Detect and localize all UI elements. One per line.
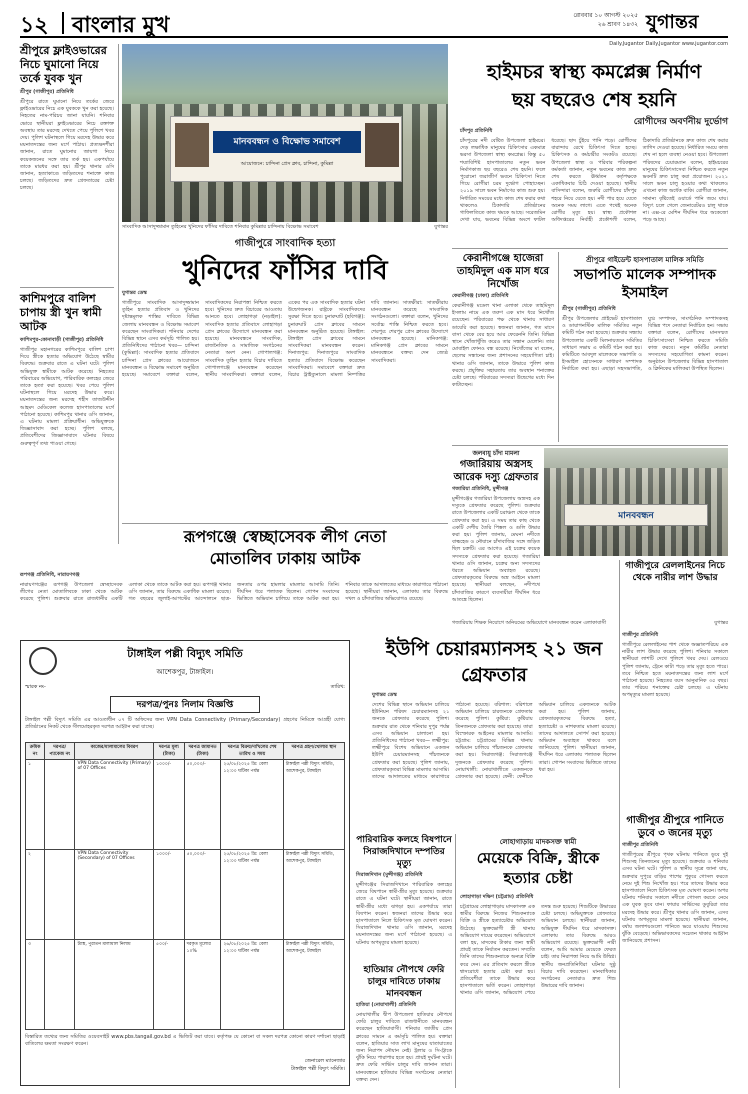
- lead-kicker: রোগীদের অবর্ণনীয় দুর্ভোগ: [633, 117, 728, 127]
- byline: চাঁদপুর প্রতিনিধি: [460, 128, 493, 134]
- cell: VPN Data Connectivity (Primary) of 07 Offices: [75, 760, 154, 850]
- social-handles: Daily.Jugantor Daily.Jugantor www.jugantor.com: [609, 41, 728, 47]
- masthead: [20, 8, 728, 38]
- col-place: দরপত্র গ্রহণ/খোলার স্থান: [283, 743, 344, 760]
- portrait-left: [175, 123, 209, 167]
- column-rule: [455, 834, 456, 1088]
- tender-notice: [20, 640, 350, 1086]
- tender-signer-org: টাঙ্গাইল পল্লী বিদ্যুৎ সমিতি।: [291, 1066, 345, 1072]
- cell: [45, 940, 75, 1030]
- story-body: গাজীপুরে সাংবাদিক আসাদুজ্জামান তুহিন হত্যার প্রতিবাদ ও খুনিদের দৃষ্টান্তমূলক শাস্তির দাবিতে বিভিন্ন জেলায় মানববন্ধন ও বিক্ষোভ সমাবেশ করেছেন সাংবাদিকরা। শনিবার দেশের বিভিন্ন স্থানে এসব কর্মসূচি পালিত হয়। প্রতিনিধিদের পাঠানো খবর— চান্দিনা (কুমিল্লা): সাংবাদিক হত্যার প্রতিবাদে চান্দিনা প্রেস ক্লাবের আয়োজনে মানববন্ধন ও বিক্ষোভ সমাবেশ অনুষ্ঠিত হয়েছে। সমাবেশে বক্তারা বলেন, সাংবাদিকদের নিরাপত্তা নিশ্চিত করতে হবে। খুনিদের দ্রুত বিচারের আওতায় আনতে হবে। লোহাগড়া (নড়াইল): সাংবাদিক হত্যার প্রতিবাদে লোহাগড়া প্রেস ক্লাবের উদ্যোগে মানববন্ধন করা হয়েছে। মানববন্ধনে সাংবাদিক, রাজনৈতিক ও সামাজিক সংগঠনের নেতারা অংশ নেন। গোপালগঞ্জ: সাংবাদিক তুহিন হত্যার বিচার দাবিতে গোপালগঞ্জে মানববন্ধন করেছেন স্থানীয় সাংবাদিকরা। বক্তারা বলেন, একের পর এক সাংবাদিক হত্যার ঘটনা উদ্বেগজনক। রাষ্ট্রকে সাংবাদিকদের সুরক্ষা দিতে হবে। চুনারুঘাট (হবিগঞ্জ): চুনারুঘাট প্রেস ক্লাবের সামনে মানববন্ধন অনুষ্ঠিত হয়েছে। টাঙ্গাইল: টাঙ্গাইল প্রেস ক্লাবের সামনে সাংবাদিকরা মানববন্ধন করেন। দিনাজপুর: দিনাজপুরে সাংবাদিক হত্যার প্রতিবাদে বিক্ষোভ করেছেন সাংবাদিকরা। সমাবেশে বক্তারা দ্রুত বিচার ট্রাইব্যুনালে মামলা নিষ্পত্তির দাবি জানান। সাতক্ষীরা: সাতক্ষীরায় মানববন্ধন করেছে সাংবাদিক সংগঠনগুলো। বক্তারা বলেন, খুনিদের সর্বোচ্চ শাস্তি নিশ্চিত করতে হবে। শেরপুর: শেরপুর প্রেস ক্লাবের উদ্যোগে মানববন্ধন হয়েছে। মানিকগঞ্জ: মানিকগঞ্জ প্রেস ক্লাবের সামনে মানববন্ধনে বক্তব্য দেন জ্যেষ্ঠ সাংবাদিকরা।: [122, 300, 448, 379]
- story-rupganj: [20, 572, 448, 634]
- column-rule: [558, 252, 559, 442]
- byline: সিরাজদিখান (মুন্সীগঞ্জ) প্রতিনিধি: [356, 872, 423, 878]
- tender-table: [25, 742, 345, 1030]
- newspaper-logo: যুগান্তর: [646, 11, 699, 33]
- byline: রূপগঞ্জ প্রতিনিধি, নারায়ণগঞ্জ: [20, 572, 80, 578]
- cell: দরকৃত মূল্যের ১০%: [184, 940, 221, 1030]
- cell: টাঙ্গাইল পল্লী বিদ্যুৎ সমিতি, আশেকপুর, টাঙ্গাইল: [283, 760, 344, 850]
- story-kicker: লোহাগাড়ায় মাদকসক্ত স্বামী: [499, 838, 577, 846]
- story-journalist-murder: [122, 290, 448, 520]
- story-gazipur-rail-body: [622, 632, 728, 810]
- tender-memo: স্মারক নং-: [25, 684, 46, 690]
- story-hatiya: [356, 964, 452, 1088]
- byline: হাতিয়া (নোয়াখালী) প্রতিনিধি: [356, 1002, 417, 1008]
- cell: টাঙ্গাইল পল্লী বিদ্যুৎ সমিতি, আশেকপুর, টাঙ্গাইল: [283, 940, 344, 1030]
- story-body: গাজীপুর মহানগরের কাশিমপুরে বালিশ চাপা দিয়ে স্ত্রীকে হত্যার অভিযোগ উঠেছে স্বামীর বিরুদ্ধে। শুক্রবার রাতে এ ঘটনা ঘটে। পুলিশ অভিযুক্ত স্বামীকে আটক করেছে। নিহতের পরিবারের অভিযোগ, পারিবারিক কলহের জেরে তাকে হত্যা করা হয়েছে। খবর পেয়ে পুলিশ ঘটনাস্থলে গিয়ে মরদেহ উদ্ধার করে। ময়নাতদন্তের জন্য মরদেহ শহীদ তাজউদ্দীন আহমদ মেডিকেল কলেজ হাসপাতালের মর্গে পাঠানো হয়েছে। কাশিমপুর থানার ওসি জানান, এ ঘটনায় মামলা প্রক্রিয়াধীন। অভিযুক্তকে জিজ্ঞাসাবাদ করা হচ্ছে। পুলিশ বলছে, প্রতিবেশীদের জিজ্ঞাসাবাদে ঘটনার বিষয়ে গুরুত্বপূর্ণ তথ্য পাওয়া গেছে।: [20, 347, 114, 447]
- lead-headline: হাইমচর স্বাস্থ্য কমপ্লেক্স নির্মাণ: [486, 61, 702, 83]
- story-body: মুন্সীগঞ্জের সিরাজদিখানে পারিবারিক কলহের জেরে বিষপানে স্বামী-স্ত্রীর মৃত্যু হয়েছে। শুক্রবার রাতে এ ঘটনা ঘটে। স্থানীয়রা জানান, রাতে স্বামী-স্ত্রীর মধ্যে ঝগড়া হয়। একপর্যায়ে তারা বিষপান করেন। স্বজনরা তাদের উদ্ধার করে হাসপাতালে নিলে চিকিৎসক মৃত ঘোষণা করেন। সিরাজদিখান থানার ওসি জানান, মরদেহ ময়নাতদন্তের জন্য মর্গে পাঠানো হয়েছে। এ ঘটনায় অপমৃত্যুর মামলা হয়েছে।: [356, 882, 452, 946]
- story-body: গাজীপুরে রেললাইনের পাশ থেকে অজ্ঞাতপরিচয় এক নারীর লাশ উদ্ধার করেছে পুলিশ। শনিবার সকালে স্থানীয়রা লাশটি দেখে পুলিশে খবর দেয়। রেলওয়ে পুলিশ জানায়, ট্রেনে কাটা পড়ে তার মৃত্যু হতে পারে। তবে নিশ্চিত হতে ময়নাতদন্তের জন্য লাশ মর্গে পাঠানো হয়েছে। নিহতের বয়স আনুমানিক ৩৫ বছর। তার পরিচয় শনাক্তের চেষ্টা চলছে। এ ঘটনায় অপমৃত্যুর মামলা হয়েছে।: [622, 642, 728, 699]
- story-sirajdikhan: [356, 834, 452, 960]
- cell: ৫০,০০০/-: [184, 850, 221, 940]
- byline: গজারিয়া প্রতিনিধি, মুন্সীগঞ্জ: [452, 486, 509, 492]
- col-price: দরপত্র মূল্য (টাকা): [154, 743, 184, 760]
- photo-credit: যুগান্তর: [714, 620, 728, 626]
- story-drowning: [622, 814, 728, 1088]
- headline: গজারিয়ায় অস্ত্রসহ আরেক দস্যু গ্রেফতার: [453, 459, 539, 483]
- byline: যুগান্তর ডেস্ক: [372, 692, 397, 698]
- divider: [452, 445, 728, 446]
- story-body: শ্রীপুর উপজেলার প্রাইভেট হাসপাতাল ও ডায়াগনস্টিক মালিক সমিতির নতুন কমিটি গঠন করা হয়েছে। শুক্রবার সন্ধ্যায় উপজেলার একটি মিলনায়তনে সমিতির সাধারণ সভায় এ কমিটি গঠন করা হয়। কমিটিতে আবদুল মালেককে সভাপতি ও ইসমাইল হোসেনকে সাধারণ সম্পাদক নির্বাচিত করা হয়। এছাড়া সহসভাপতি, যুগ্ম সম্পাদক, সাংগঠনিক সম্পাদকসহ বিভিন্ন পদে নেতারা নির্বাচিত হন। সভায় বক্তারা বলেন, রোগীদের মানসম্মত চিকিৎসাসেবা নিশ্চিত করতে সমিতি কাজ করবে। নতুন কমিটির নেতারা সদস্যদের সহযোগিতা কামনা করেন। অনুষ্ঠানে উপজেলার বিভিন্ন হাসপাতাল ও ক্লিনিকের মালিকরা উপস্থিত ছিলেন।: [562, 316, 728, 373]
- cell: ৫০,০০০/-: [184, 760, 221, 850]
- caption-text: গজারিয়ায় শিক্ষক নিয়োগে অনিয়মের অভিযোগে মানববন্ধন করেন এলাকাবাসী: [452, 620, 607, 626]
- table-row: [26, 940, 345, 1030]
- cell: [45, 850, 75, 940]
- headline: শ্রীপুরে ফ্লাইওভারের নিচে ঘুমানো নিয়ে তর্কে যুবক খুন: [20, 44, 107, 85]
- tender-header-row: [26, 743, 345, 760]
- story-kicker: শ্রীপুরে গাইডেন্ট হাসপাতাল মালিক সমিতি: [586, 256, 704, 264]
- banner-organizer: আয়োজনে: চান্দিনা প্রেস ক্লাব, চান্দিনা, কুমিল্লা: [240, 161, 334, 167]
- table-row: [26, 760, 345, 850]
- story-body: গাজীপুরের শ্রীপুরে পৃথক ঘটনায় পানিতে ডুবে দুই শিশুসহ তিনজনের মৃত্যু হয়েছে। শুক্রবার ও শনিবার এসব ঘটনা ঘটে। পুলিশ ও স্থানীয় সূত্রে জানা যায়, শুক্রবার দুপুরে বাড়ির পাশের পুকুরে গোসল করতে নেমে দুই শিশু নিখোঁজ হয়। পরে তাদের উদ্ধার করে হাসপাতালে নিলে চিকিৎসক মৃত ঘোষণা করেন। অপর ঘটনায় শনিবার সকালে নদীতে গোসল করতে নেমে এক যুবক ডুবে যান। ফায়ার সার্ভিসের ডুবুরিরা তার মরদেহ উদ্ধার করে। শ্রীপুর থানার ওসি জানান, এসব ঘটনায় অপমৃত্যুর মামলা হয়েছে। স্থানীয়রা জানান, বর্ষায় জলাশয়গুলো পানিতে ভরে যাওয়ায় শিশুদের ঝুঁকি বেড়েছে। অভিভাবকদের সচেতন থাকার আহ্বান জানিয়েছে প্রশাসন।: [622, 852, 728, 945]
- col-desc: কাজের/মালামালের বিবরণ: [75, 743, 154, 760]
- cell: ২৬/০৮/২০২৫ খ্রি: বেলা ১২:০০ ঘটিকা পর্যন্ত: [221, 940, 283, 1030]
- byline: শ্রীপুর (গাজীপুর) প্রতিনিধি: [562, 306, 616, 312]
- cell: ১: [26, 760, 45, 850]
- cell: ১০০০/-: [154, 850, 184, 940]
- tender-org-logo: [29, 647, 57, 675]
- date-bangla: ২৬ শ্রাবণ ১৪৩২: [597, 21, 638, 28]
- cell: ১০০০/-: [154, 760, 184, 850]
- headline: পারিবারিক কলহে বিষপানে সিরাজদিখানে দম্পতির মৃত্যু: [356, 835, 452, 869]
- story-gazaria-robber: [452, 458, 540, 618]
- divider: [122, 523, 448, 524]
- story-body: মুন্সীগঞ্জের গজারিয়া উপজেলায় অস্ত্রসহ এক দস্যুকে গ্রেফতার করেছে পুলিশ। শুক্রবার রাতে উপজেলার একটি চরাঞ্চল থেকে তাকে গ্রেফতার করা হয়। এ সময় তার কাছ থেকে একটি দেশীয় তৈরি পিস্তল ও গুলি উদ্ধার করা হয়। পুলিশ জানায়, মেঘনা নদীতে বাল্কহেড ও নৌযানে চাঁদাবাজির সঙ্গে জড়িত ছিল চক্রটি। এর আগেও এই চক্রের কয়েক সদস্যকে গ্রেফতার করা হয়েছে। গজারিয়া থানার ওসি জানান, চক্রের অন্য সদস্যদের ধরতে অভিযান অব্যাহত রয়েছে। গ্রেফতারকৃতের বিরুদ্ধে অস্ত্র আইনে মামলা হয়েছে। স্থানীয়রা বলছেন, নদীপথে চাঁদাবাজির কারণে ব্যবসায়ীরা দীর্ঘদিন ধরে আতঙ্কে ছিলেন।: [452, 496, 540, 603]
- byline: যুগান্তর ডেস্ক: [122, 290, 147, 296]
- story-body: শ্রীপুরে রাতে ঘুমানো নিয়ে তর্কের জেরে ফ্লাইওভারের নিচে এক যুবককে খুন করা হয়েছে। নিহতের নাম-পরিচয় জানা যায়নি। শনিবার ভোরে স্থানীয়রা ফ্লাইওভারের নিচে রক্তাক্ত অবস্থায় তার মরদেহ দেখতে পেয়ে পুলিশে খবর দেয়। পুলিশ ঘটনাস্থলে গিয়ে মরদেহ উদ্ধার করে ময়নাতদন্তের জন্য মর্গে পাঠায়। প্রত্যক্ষদর্শীরা জানান, রাতে ঘুমানোর জায়গা নিয়ে কয়েকজনের সঙ্গে তার তর্ক হয়। একপর্যায়ে তাকে মারধর করা হয়। শ্রীপুর থানার ওসি জানান, হত্যাকাণ্ডে জড়িতদের শনাক্তে কাজ চলছে। জড়িতদের দ্রুত গ্রেফতারের চেষ্টা চলছে।: [20, 99, 114, 192]
- cell: ২৫/০৮/২০২৫ খ্রি: বেলা ১২:০০ ঘটিকা পর্যন্ত: [221, 850, 283, 940]
- headline: হাতিয়ার নৌপথে ফেরি চালুর দাবিতে ঢাকায় মানববন্ধন: [363, 965, 445, 999]
- cell: ২৫/০৮/২০২৫ খ্রি: বেলা ১২:০০ ঘটিকা পর্যন্ত: [221, 760, 283, 850]
- column-rule: [619, 560, 620, 1088]
- section-title: বাংলার মুখ: [72, 13, 170, 38]
- issue-date: [568, 11, 638, 29]
- tender-date: তারিখ:: [330, 684, 345, 690]
- photo-credit: যুগান্তর: [434, 224, 448, 230]
- story-headline-arrests: ইউপি চেয়ারম্যানসহ ২১ জন গ্রেফতার: [385, 638, 603, 686]
- story-arrests: [372, 692, 616, 832]
- portrait-right: [365, 123, 399, 167]
- headline: গাজীপুর শ্রীপুরে পানিতে ডুবে ৩ জনের মৃত্যু: [626, 815, 724, 839]
- story-body: চট্টগ্রামের লোহাগাড়ায় মাদকাসক্ত এক স্বামীর বিরুদ্ধে নিজের শিশুকন্যাকে বিক্রি ও স্ত্রীকে হত্যাচেষ্টার অভিযোগ উঠেছে। ভুক্তভোগী স্ত্রী থানায় অভিযোগ দায়ের করেছেন। অভিযোগে বলা হয়, মাদকের টাকার জন্য স্বামী প্রায়ই তাকে নির্যাতন করতেন। সম্প্রতি তিনি তাদের শিশুকন্যাকে অন্যত্র বিক্রি করে দেন। এর প্রতিবাদ করলে স্ত্রীকে শ্বাসরোধে হত্যার চেষ্টা করা হয়। প্রতিবেশীরা তাকে উদ্ধার করে হাসপাতালে ভর্তি করেন। লোহাগাড়া থানার ওসি জানান, অভিযোগ পেয়ে তদন্ত শুরু হয়েছে। শিশুটিকে উদ্ধারের চেষ্টা চলছে। অভিযুক্তকে গ্রেফতারে অভিযান চলছে। স্থানীয়রা জানান, অভিযুক্ত দীর্ঘদিন ধরে মাদকাসক্ত। এলাকায় তার বিরুদ্ধে আরও অভিযোগ রয়েছে। ভুক্তভোগী নারী বলেন, আমি আমার মেয়েকে ফেরত চাই। তার নিরাপত্তা নিয়ে আমি উদ্বিগ্ন। স্থানীয় জনপ্রতিনিধিরা ঘটনার সুষ্ঠু বিচার দাবি করেছেন। মানবাধিকার সংগঠনের নেতারাও দ্রুত শিশু উদ্ধারের দাবি জানান।: [460, 904, 616, 997]
- cell: ৫০০/-: [154, 940, 184, 1030]
- story-lohagara: [460, 894, 616, 1088]
- story-kicker: গাজীপুরে সাংবাদিক হত্যা: [234, 238, 336, 249]
- story-kashimpur-murder: [20, 292, 114, 562]
- tender-org: টাঙ্গাইল পল্লী বিদ্যুৎ সমিতি: [127, 647, 243, 660]
- byline: কাশিমপুর-কোনাবাড়ী (গাজীপুর) প্রতিনিধি: [20, 337, 104, 343]
- tender-title: দরপত্র/পুনঃ নিলাম বিজ্ঞপ্তি: [110, 696, 260, 713]
- col-serial: ক্রমিক নং: [26, 743, 45, 760]
- story-headline-main: খুনিদের ফাঁসির দাবি: [182, 256, 388, 286]
- headline: গাজীপুরে রেললাইনের নিচে থেকে নারীর লাশ উদ্ধার: [625, 561, 725, 583]
- tender-address: আশেকপুর, টাঙ্গাইল।: [156, 668, 214, 676]
- story-headline: সভাপতি মালেক সম্পাদক ইসমাইল: [574, 267, 716, 301]
- lead-headline-2: ছয় বছরেও শেষ হয়নি: [511, 89, 677, 111]
- story-body: নোয়াখালীর দ্বীপ উপজেলা হাতিয়ার নৌপথে ফেরি চালুর দাবিতে রাজধানীতে মানববন্ধন করেছেন হাতিয়াবাসী। শনিবার জাতীয় প্রেস ক্লাবের সামনে এ কর্মসূচি পালিত হয়। বক্তারা বলেন, হাতিয়ার সাত লাখ মানুষের যাতায়াতের জন্য নিরাপদ নৌযান নেই। ট্রলার ও সি-ট্রাকে ঝুঁকি নিয়ে পারাপার হতে হয়। প্রায়ই দুর্ঘটনা ঘটে। দ্রুত ফেরি সার্ভিস চালুর দাবি জানান তারা। মানববন্ধনে হাতিয়ার বিভিন্ন সংগঠনের নেতারা বক্তব্য দেন।: [356, 1012, 452, 1083]
- byline: শ্রীপুর (গাজীপুর) প্রতিনিধি: [20, 89, 74, 95]
- story-body: কেরানীগঞ্জ মডেল থানা এলাকা থেকে তাহমিদুল ইসলাম নামে এক তরুণ এক মাস ধরে নিখোঁজ রয়েছেন। পরিবারের পক্ষ থেকে থানায় সাধারণ ডায়েরি করা হয়েছে। স্বজনরা জানান, গত মাসে বাসা থেকে বের হয়ে আর ফেরেননি তিনি। বিভিন্ন স্থানে খোঁজাখুঁজি করেও তার সন্ধান মেলেনি। তার মোবাইল ফোনও বন্ধ রয়েছে। নিখোঁজের মা বলেন, ছেলের সন্ধানের জন্য প্রশাসনের সহযোগিতা চাই। থানার ওসি জানান, তাকে উদ্ধারে পুলিশ কাজ করছে। প্রযুক্তির সহায়তায় তার অবস্থান শনাক্তের চেষ্টা চলছে। পরিবারের সদস্যরা উদ্বেগের মধ্যে দিন কাটাচ্ছেন।: [452, 303, 554, 389]
- story-body: নারায়ণগঞ্জের রূপগঞ্জ উপজেলা স্বেচ্ছাসেবক লীগের নেতা মোতালিবকে ঢাকা থেকে আটক করেছে পুলিশ। শুক্রবার রাতে রাজধানীর একটি এলাকা থেকে তাকে আটক করা হয়। রূপগঞ্জ থানার ওসি জানান, তার বিরুদ্ধে একাধিক মামলা রয়েছে। গত বছরের জুলাই-আগস্টের আন্দোলনে ছাত্র-জনতার ওপর হামলার মামলার আসামি তিনি। দীর্ঘদিন ধরে পলাতক ছিলেন। গোপন সংবাদের ভিত্তিতে অভিযান চালিয়ে তাকে আটক করা হয়। শনিবার তাকে আদালতের মাধ্যমে কারাগারে পাঠানো হয়েছে। স্থানীয়রা জানান, এলাকায় তার বিরুদ্ধে দখল ও চাঁদাবাজির অভিযোগও রয়েছে।: [20, 582, 448, 603]
- caption-text: সাংবাদিক আসাদুজ্জামান তুহিনের খুনিদের ফাঁসির দাবিতে শনিবার কুমিল্লার চান্দিনায় বিক্ষোভ সমাবেশ: [122, 224, 319, 230]
- col-deadline: দরপত্র বিক্রয়/দাখিলের শেষ তারিখ ও সময়: [221, 743, 283, 760]
- rally-banner: [170, 116, 402, 182]
- column-rule: [118, 44, 119, 544]
- story-keraniganj: [452, 252, 554, 442]
- tender-footer: বিস্তারিত তথ্যের জন্য সমিতির ওয়েবসাইট www.pbs.tangail.gov.bd এ ভিজিট করা যাবে। কর্তৃপক্ষ যে কোনো বা সকল দরপত্র কোনো কারণ দর্শানো ছাড়াই বাতিলের ক্ষমতা সংরক্ষণ করেন।: [25, 1034, 345, 1048]
- byline: গাজীপুর প্রতিনিধি: [622, 842, 659, 848]
- chain-banner: মানববন্ধন: [564, 504, 708, 526]
- divider: [20, 287, 114, 288]
- byline: কেরানীগঞ্জ (ঢাকা) প্রতিনিধি: [452, 293, 509, 299]
- cell: [45, 760, 75, 850]
- story-headline: রূপগঞ্জে স্বেচ্ছাসেবক লীগ নেতা মোতালিব ঢাকায় আটক: [183, 527, 387, 568]
- col-security: দরপত্র জামানত (টাকা): [184, 743, 221, 760]
- cell: ৩: [26, 940, 45, 1030]
- page-number: ১২: [20, 13, 49, 38]
- cell: টাঙ্গাইল পল্লী বিদ্যুৎ সমিতি, আশেকপুর, টাঙ্গাইল: [283, 850, 344, 940]
- story-haimchar: [460, 128, 728, 246]
- rally-photo: [122, 44, 448, 222]
- byline: গাজীপুর প্রতিনিধি: [622, 632, 659, 638]
- col-package: দরপত্র/প্যাকেজ নং: [45, 743, 75, 760]
- divider: [452, 248, 728, 249]
- tender-memo-row: [25, 684, 345, 692]
- headline: কেরানীগঞ্জে হাজেরা তাহমিদুল এক মাস ধরে নিখোঁজ: [456, 253, 549, 290]
- byline: লোহাগাড়া দক্ষিণ (চট্টগ্রাম) প্রতিনিধি: [460, 894, 534, 900]
- masthead-divider: [62, 12, 64, 34]
- tender-intro: টাঙ্গাইল পল্লী বিদ্যুৎ সমিতি এর আওতাধীন ০৭ টি অফিসের জন্য VPN Data Connectivity (Primary/Secondary) গ্রহণের নিমিত্তে আগ্রহী যোগ্য প্রতিষ্ঠানের নিকট থেকে সীলমোহরকৃত দরপত্র আহ্বান করা যাচ্ছে।: [25, 717, 345, 731]
- story-kicker: জলবায়ু চাঁদা মামলা: [472, 450, 520, 457]
- headline: কাশিমপুরে বালিশ চাপায় স্ত্রী খুন স্বামী আটক: [20, 292, 102, 333]
- tender-signature: [25, 1058, 345, 1074]
- story-headline: মেয়েকে বিক্রি, স্ত্রীকে হত্যার চেষ্টা: [476, 849, 600, 887]
- story-gazipur-rail: [622, 560, 728, 616]
- photo-caption: [122, 224, 448, 232]
- tender-signer: জেনারেল ম্যানেজার: [304, 1058, 345, 1064]
- table-row: [26, 850, 345, 940]
- cell: VPN Data Connectivity (Secondary) of 07 Offices: [75, 850, 154, 940]
- story-body: চাঁদপুরের নদী বেষ্টিত উপজেলা হাইমচর। দেড় লক্ষাধিক মানুষের চিকিৎসার একমাত্র ভরসা উপজেলা স্বাস্থ্য কমপ্লেক্স। কিন্তু ৫০ শয্যাবিশিষ্ট হাসপাতালের নতুন ভবন নির্মাণকাজ ছয় বছরেও শেষ হয়নি। ফলে পুরোনো জরাজীর্ণ ভবনে চিকিৎসা নিতে গিয়ে রোগীরা চরম দুর্ভোগ পোহাচ্ছেন। ২০১৯ সালে ভবন নির্মাণের কাজ শুরু হয়। নির্ধারিত সময়ের মধ্যে কাজ শেষ করার কথা থাকলেও ঠিকাদারি প্রতিষ্ঠানের গাফিলতিতে কাজ থমকে আছে। সরেজমিন দেখা যায়, ভবনের বিভিন্ন অংশে ফাটল ধরেছে। ছাদ চুঁইয়ে পানি পড়ে। রোগীদের বারান্দায় রেখে চিকিৎসা দিতে হচ্ছে। চিকিৎসক ও কর্মচারীর সংকটও রয়েছে। উপজেলা স্বাস্থ্য ও পরিবার পরিকল্পনা কর্মকর্তা জানান, নতুন ভবনের কাজ দ্রুত শেষ করতে ঊর্ধ্বতন কর্তৃপক্ষকে একাধিকবার চিঠি দেওয়া হয়েছে। স্থানীয় বাসিন্দারা বলেন, জরুরি রোগীদের চাঁদপুর শহরে নিয়ে যেতে হয়। নদী পার হয়ে যেতে অনেক সময় লাগে। এতে পথেই অনেক রোগীর মৃত্যু হয়। স্বাস্থ্য প্রকৌশল অধিদপ্তরের নির্বাহী প্রকৌশলী বলেন, ঠিকাদারি প্রতিষ্ঠানকে দ্রুত কাজ শেষ করার তাগিদ দেওয়া হয়েছে। নির্ধারিত সময়ে কাজ শেষ না হলে ব্যবস্থা নেওয়া হবে। উপজেলা পরিষদের চেয়ারম্যান বলেন, হাইমচরের মানুষের চিকিৎসাসেবা নিশ্চিত করতে নতুন ভবনটি দ্রুত চালু করা প্রয়োজন। ২০২১ সালে ভবন চালু হওয়ার কথা থাকলেও এখনো কাজ অর্ধেক বাকি। রোগীরা জানান, সামান্য বৃষ্টিতেই ওয়ার্ডে পানি জমে যায়। বিদ্যুৎ চলে গেলে জেনারেটরও চালু থাকে না। এক্স-রে মেশিন দীর্ঘদিন ধরে অকেজো পড়ে আছে।: [460, 138, 728, 224]
- human-chain-photo: [544, 448, 728, 556]
- story-hospital-association: [562, 306, 728, 442]
- banner-title: মানববন্ধন ও বিক্ষোভ সমাবেশ: [213, 131, 361, 153]
- date-gregorian: রোববার ১০ আগস্ট ২০২৫: [573, 12, 638, 19]
- cell: ট্যাঙ্ক, পুরাতন মালামাল নিলাম: [75, 940, 154, 1030]
- cell: ২: [26, 850, 45, 940]
- photo-caption: [452, 620, 728, 628]
- story-sripur-murder: [20, 44, 114, 284]
- story-body: দেশের বিভিন্ন স্থানে অভিযান চালিয়ে ইউনিয়ন পরিষদ চেয়ারম্যানসহ ২১ জনকে গ্রেফতার করেছে পুলিশ। শুক্রবার রাত থেকে শনিবার দুপুর পর্যন্ত এসব অভিযান চালানো হয়। প্রতিনিধিদের পাঠানো খবর— লক্ষ্মীপুর: লক্ষ্মীপুরে বিশেষ অভিযানে একজন ইউপি চেয়ারম্যানসহ পাঁচজনকে গ্রেফতার করা হয়েছে। পুলিশ জানায়, গ্রেফতারকৃতরা বিভিন্ন মামলার আসামি। তাদের আদালতের মাধ্যমে কারাগারে পাঠানো হয়েছে। বরিশাল: বরিশালে অভিযান চালিয়ে চারজনকে গ্রেফতার করেছে পুলিশ। কুষ্টিয়া: কুষ্টিয়ায় তিনজনকে গ্রেফতার করা হয়েছে। তারা বিস্ফোরক আইনের মামলার আসামি। চট্টগ্রাম: চট্টগ্রামের বিভিন্ন থানায় অভিযান চালিয়ে পাঁচজনকে গ্রেফতার করা হয়। সিরাজগঞ্জ: সিরাজগঞ্জে দুজনকে গ্রেফতার করেছে পুলিশ। নোয়াখালী: নোয়াখালীতে একজনকে গ্রেফতার করা হয়েছে। ফেনী: ফেনীতে অভিযান চালিয়ে একজনকে আটক করা হয়। পুলিশ জানায়, গ্রেফতারকৃতদের বিরুদ্ধে হত্যা, হত্যাচেষ্টা ও নাশকতার মামলা রয়েছে। তাদের আদালতে সোপর্দ করা হয়েছে। অভিযান অব্যাহত থাকবে বলে জানিয়েছে পুলিশ। স্থানীয়রা জানান, দীর্ঘদিন ধরে এলাকায় পলাতক ছিলেন তারা। গোপন সংবাদের ভিত্তিতে তাদের ধরা হয়।: [372, 702, 616, 781]
